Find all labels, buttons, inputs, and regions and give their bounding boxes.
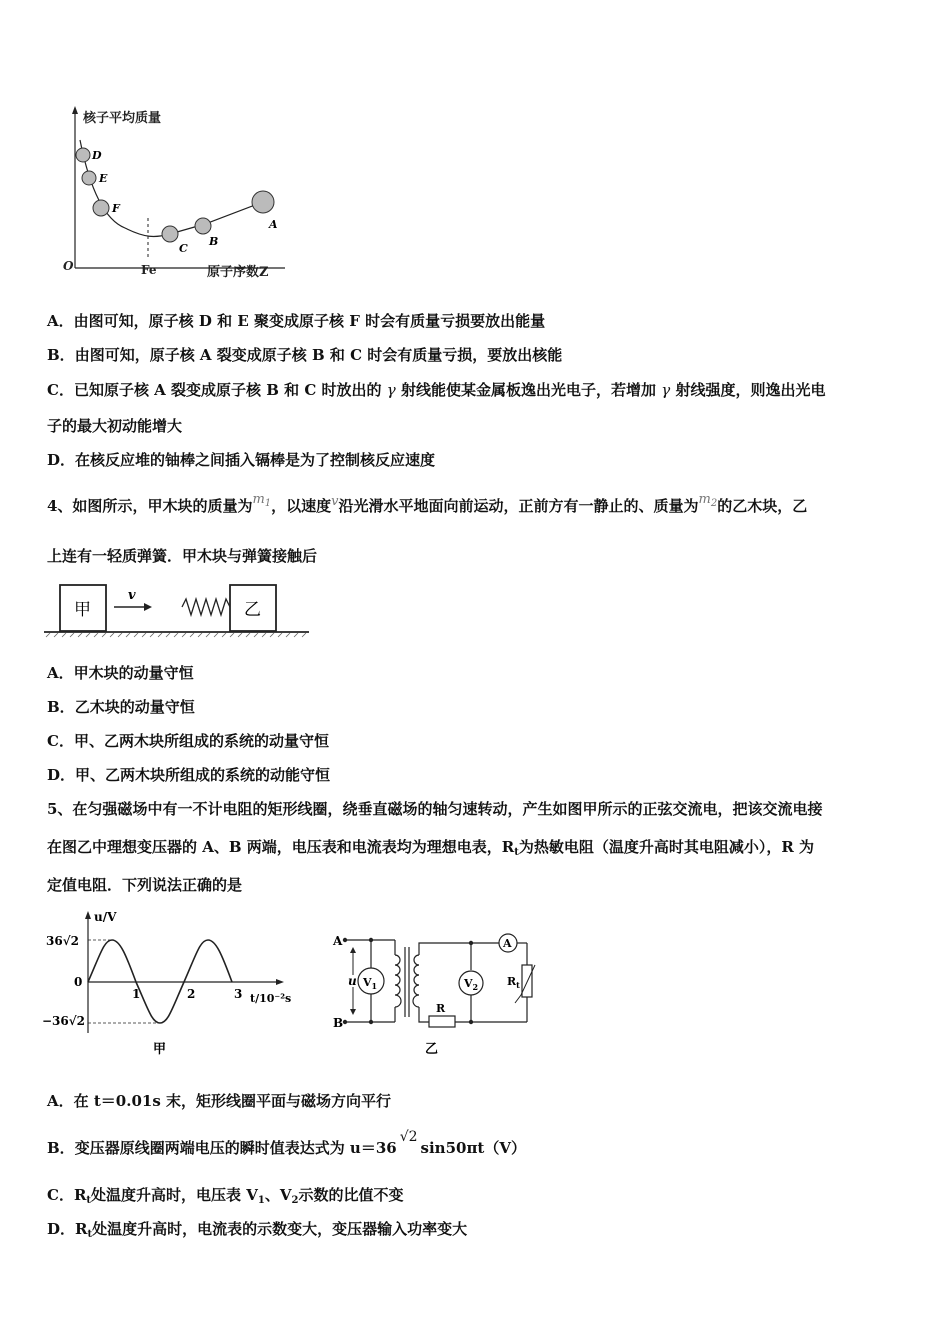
label-e: E xyxy=(99,172,108,185)
stem-text: 4、如图所示，甲木块的质量为 xyxy=(47,497,253,515)
nucleus-f xyxy=(93,200,109,216)
mass-m1 xyxy=(252,492,271,507)
q5-stem-line3 xyxy=(47,875,242,895)
m1-symbol: m xyxy=(252,492,265,507)
m2-symbol: m xyxy=(698,492,711,507)
option-text: 乙木块的动量守恒 xyxy=(74,698,195,716)
option-text: 由图可知，原子核 A 裂变成原子核 B 和 C 时会有质量亏损，要放出核能 xyxy=(74,346,563,364)
zero-label: 0 xyxy=(74,975,83,989)
label-d: D xyxy=(92,149,102,162)
q4-stem-continued xyxy=(47,546,317,566)
option-text: 变压器原线圈两端电压的瞬时值表达式为 u＝36 xyxy=(74,1139,397,1157)
label-c: C xyxy=(179,242,188,255)
resistor-r-label: R xyxy=(436,1002,446,1015)
stem-text: 在图乙中理想变压器的 A、B 两端，电压表和电流表均为理想电表，R xyxy=(47,838,515,856)
x-axis-label: 原子序数Z xyxy=(207,265,269,280)
option-label: A． xyxy=(47,664,74,682)
secondary-coil xyxy=(413,955,419,1007)
voltage-u-label: u xyxy=(348,974,357,988)
velocity-label: v xyxy=(128,588,136,603)
fe-label: Fe xyxy=(141,263,157,277)
stem-text: 定值电阻．下列说法正确的是 xyxy=(47,876,243,894)
stem-text: 5、在匀强磁场中有一不计电阻的矩形线圈，绕垂直磁场的轴匀速转动，产生如图甲所示的正弦交流电，把该交流电接 xyxy=(47,800,823,818)
option-label: D． xyxy=(47,1220,76,1238)
sqrt-two: √2 xyxy=(399,1129,418,1145)
blocks-spring-figure xyxy=(44,582,314,644)
option-text: sin50πt（V） xyxy=(420,1139,527,1157)
nucleus-e xyxy=(82,171,96,185)
transformer-circuit xyxy=(325,925,545,1057)
label-f: F xyxy=(112,202,120,215)
option-text: 射线能使某金属板逸出光电子，若增加 xyxy=(400,381,656,399)
x-axis-label: t/10⁻²s xyxy=(250,992,292,1005)
y-min-label: −36√2 xyxy=(42,1014,85,1028)
q3-option-c xyxy=(47,380,825,400)
q5-option-a xyxy=(47,1091,391,1111)
nucleus-b xyxy=(195,218,211,234)
option-text: 甲木块的动量守恒 xyxy=(73,664,194,682)
q4-option-c xyxy=(47,731,329,751)
label-a: A xyxy=(269,218,278,231)
option-text: 已知原子核 A 裂变成原子核 B 和 C 时放出的 xyxy=(73,381,382,399)
graph-caption: 甲 xyxy=(153,1042,167,1055)
circuit-caption: 乙 xyxy=(425,1042,439,1057)
option-text: R xyxy=(73,1186,87,1204)
thermistor-label: $R_t$ xyxy=(507,975,520,990)
option-label: C． xyxy=(47,1186,74,1204)
velocity-v: v xyxy=(331,494,339,509)
q4-option-d xyxy=(47,765,330,785)
nucleus-a xyxy=(252,191,274,213)
option-label: C． xyxy=(47,732,74,750)
subscript: t xyxy=(86,1195,92,1206)
stem-text: 的乙木块，乙 xyxy=(717,497,808,515)
subscript: 2 xyxy=(291,1195,299,1206)
option-label: B． xyxy=(47,346,75,364)
y-max-label: 36√2 xyxy=(46,934,79,948)
q3-option-a xyxy=(47,311,545,331)
y-axis-label: u/V xyxy=(94,910,117,924)
label-b: B xyxy=(209,235,219,248)
terminal-a: A xyxy=(333,934,343,948)
stem-text: 为热敏电阻（温度升高时其电阻减小），R 为 xyxy=(518,838,815,856)
option-text: R xyxy=(75,1220,88,1238)
option-label: B． xyxy=(47,698,75,716)
spring xyxy=(182,599,230,615)
option-text: 在 t＝0.01s 末，矩形线圈平面与磁场方向平行 xyxy=(73,1092,391,1110)
q5-option-b xyxy=(47,1129,527,1159)
subscript: t xyxy=(514,847,519,858)
q3-option-b xyxy=(47,345,562,365)
stem-text: 沿光滑水平地面向前运动，正前方有一静止的、质量为 xyxy=(338,497,699,515)
option-text: 由图可知，原子核 D 和 E 聚变成原子核 F 时会有质量亏损要放出能量 xyxy=(73,312,546,330)
q4-option-a xyxy=(47,663,194,683)
block-yi-label: 乙 xyxy=(244,600,261,620)
tick-1: 1 xyxy=(132,987,141,1001)
v2-label: $V_2$ xyxy=(464,977,479,992)
gamma-symbol: γ xyxy=(661,381,671,399)
primary-coil xyxy=(395,955,401,1007)
stem-text: ，以速度 xyxy=(271,497,332,515)
option-label: D． xyxy=(47,451,76,469)
option-text: 甲、乙两木块所组成的系统的动量守恒 xyxy=(73,732,329,750)
option-text: 射线强度，则逸出光电 xyxy=(675,381,826,399)
tick-3: 3 xyxy=(234,987,243,1001)
option-label: A． xyxy=(47,312,74,330)
q5-stem xyxy=(47,799,822,819)
q5-stem-line2 xyxy=(47,837,814,863)
m1-subscript: 1 xyxy=(264,498,272,509)
nucleus-d xyxy=(76,148,90,162)
option-label: A． xyxy=(47,1092,74,1110)
ammeter-label: A xyxy=(503,937,512,950)
q4-option-b xyxy=(47,697,195,717)
origin-label: O xyxy=(63,259,74,273)
tick-2: 2 xyxy=(187,987,196,1001)
option-text: 在核反应堆的铀棒之间插入镉棒是为了控制核反应速度 xyxy=(75,451,436,469)
option-label: C． xyxy=(47,381,74,399)
option-text: 处温度升高时，电压表 V xyxy=(91,1186,258,1204)
gamma-symbol: γ xyxy=(386,381,396,399)
q3-option-d xyxy=(47,450,435,470)
v1-label: $V_1$ xyxy=(363,976,378,991)
q5-option-c xyxy=(47,1185,404,1211)
option-text: 示数的比值不变 xyxy=(298,1186,404,1204)
subscript: t xyxy=(87,1229,93,1240)
option-text: 甲、乙两木块所组成的系统的动能守恒 xyxy=(75,766,331,784)
mass-m2 xyxy=(699,492,718,507)
stem-text: 上连有一轻质弹簧．甲木块与弹簧接触后 xyxy=(47,547,318,565)
block-jia-label: 甲 xyxy=(74,600,91,620)
terminal-b: B xyxy=(333,1016,344,1030)
y-axis-label: 核子平均质量 xyxy=(83,111,162,126)
nucleon-mass-chart xyxy=(55,100,295,285)
q5-option-d xyxy=(47,1219,467,1245)
q3-option-c-continued xyxy=(47,416,182,436)
resistor-r xyxy=(429,1016,455,1027)
option-label: D． xyxy=(47,766,76,784)
nucleus-c xyxy=(162,226,178,242)
option-text: 处温度升高时，电流表的示数变大，变压器输入功率变大 xyxy=(92,1220,468,1238)
option-text: 、V xyxy=(264,1186,292,1204)
voltage-time-graph xyxy=(40,905,300,1055)
q4-stem xyxy=(47,492,808,522)
option-text: 子的最大初动能增大 xyxy=(47,417,183,435)
m2-subscript: 2 xyxy=(710,498,718,509)
subscript: 1 xyxy=(257,1195,265,1206)
option-label: B． xyxy=(47,1139,75,1157)
